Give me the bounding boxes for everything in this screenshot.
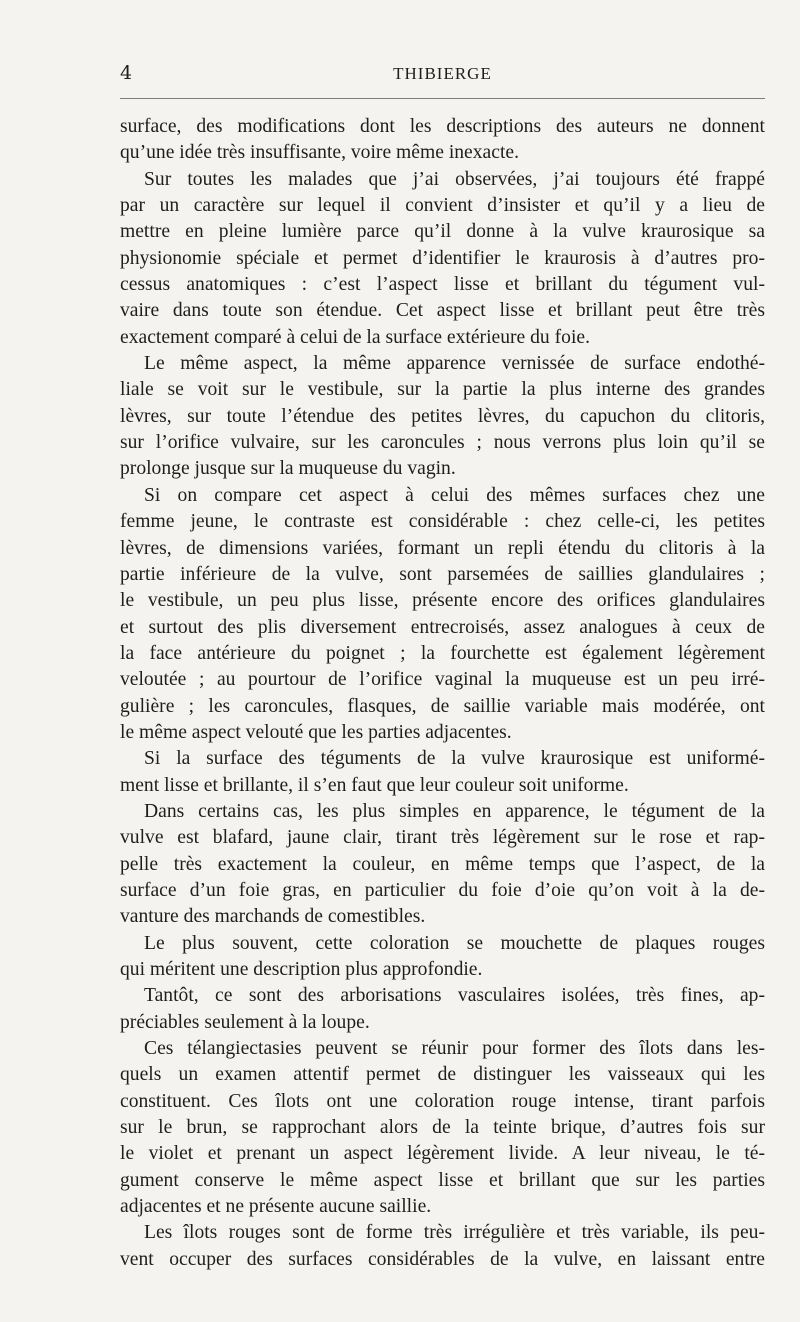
text-line: ment lisse et brillante, il s’en faut que leur couleur soit uniforme. [120, 774, 629, 796]
text-line: Si la surface des téguments de la vulve kraurosique est uniformé- [144, 748, 765, 770]
text-line: lèvres, sur toute l’étendue des petites lèvres, du capuchon du clitoris, [120, 405, 765, 427]
text-line: constituent. Ces îlots ont une coloration rouge intense, tirant parfois [120, 1090, 765, 1112]
text-line: sur le brun, se rapprochant alors de la teinte brique, d’autres fois sur [120, 1117, 765, 1139]
body-text [120, 114, 765, 1273]
text-line: exactement comparé à celui de la surface extérieure du foie. [120, 326, 590, 348]
text-line: pelle très exactement la couleur, en même temps que l’aspect, de la [120, 853, 765, 875]
text-line: gulière ; les caroncules, flasques, de saillie variable mais modérée, ont [120, 695, 765, 717]
text-line: gument conserve le même aspect lisse et brillant que sur les parties [120, 1169, 765, 1191]
text-line: Le plus souvent, cette coloration se mouchette de plaques rouges [144, 932, 765, 954]
text-line: mettre en pleine lumière parce qu’il donne à la vulve kraurosique sa [120, 221, 765, 243]
text-line: Si on compare cet aspect à celui des mêmes surfaces chez une [144, 484, 765, 506]
text-line: le violet et prenant un aspect légèrement livide. A leur niveau, le té- [120, 1143, 765, 1165]
text-line: adjacentes et ne présente aucune saillie. [120, 1196, 432, 1218]
text-line: prolonge jusque sur la muqueuse du vagin. [120, 458, 456, 480]
text-line: Tantôt, ce sont des arborisations vasculaires isolées, très fines, ap- [144, 985, 765, 1007]
text-line: Dans certains cas, les plus simples en apparence, le tégument de la [144, 800, 765, 822]
text-line: sur l’orifice vulvaire, sur les caroncules ; nous verrons plus loin qu’il se [120, 432, 765, 454]
text-line: cessus anatomiques : c’est l’aspect lisse et brillant du tégument vul- [120, 274, 765, 296]
text-line: physionomie spéciale et permet d’identifier le kraurosis à d’autres pro- [120, 247, 765, 269]
text-line: lèvres, de dimensions variées, formant un repli étendu du clitoris à la [120, 537, 765, 559]
text-line: quels un examen attentif permet de distinguer les vaisseaux qui les [120, 1064, 765, 1086]
text-line: et surtout des plis diversement entrecroisés, assez analogues à ceux de [120, 616, 765, 638]
text-line: surface d’un foie gras, en particulier du foie d’oie qu’on voit à la de- [120, 879, 765, 901]
text-line: Le même aspect, la même apparence vernissée de surface endothé- [144, 353, 765, 375]
text-line: partie inférieure de la vulve, sont parsemées de saillies glandulaires ; [120, 563, 765, 585]
text-line: qu’une idée très insuffisante, voire même inexacte. [120, 142, 519, 164]
text-line: liale se voit sur le vestibule, sur la partie la plus interne des grandes [120, 379, 765, 401]
text-line: surface, des modifications dont les descriptions des auteurs ne donnent [120, 116, 765, 137]
text-line: par un caractère sur lequel il convient d’insister et qu’il y a lieu de [120, 195, 765, 217]
text-line: Sur toutes les malades que j’ai observées, j’ai toujours été frappé [144, 168, 765, 190]
text-line: la face antérieure du poignet ; la fourchette est également légèrement [120, 642, 765, 664]
text-line: veloutée ; au pourtour de l’orifice vaginal la muqueuse est un peu irré- [120, 669, 765, 691]
text-line: vulve est blafard, jaune clair, tirant très légèrement sur le rose et rap- [120, 827, 765, 849]
text-line: vanture des marchands de comestibles. [120, 906, 426, 928]
text-line: femme jeune, le contraste est considérable : chez celle-ci, les petites [120, 511, 765, 533]
text-line: vaire dans toute son étendue. Cet aspect lisse et brillant peut être très [120, 300, 765, 322]
running-title: THIBIERGE [393, 64, 492, 83]
text-line: préciables seulement à la loupe. [120, 1011, 370, 1033]
text-line: vent occuper des surfaces considérables de la vulve, en laissant entre [120, 1248, 765, 1270]
text-line: Les îlots rouges sont de forme très irrégulière et très variable, ils peu- [144, 1222, 765, 1244]
header-rule [120, 98, 765, 99]
text-line: le même aspect velouté que les parties adjacentes. [120, 721, 512, 743]
text-line: qui méritent une description plus approfondie. [120, 959, 483, 980]
text-line: Ces télangiectasies peuvent se réunir pour former des îlots dans les- [144, 1038, 765, 1060]
text-line: le vestibule, un peu plus lisse, présente encore des orifices glandulaires [120, 590, 765, 612]
page-number: 4 [120, 62, 133, 84]
running-head [120, 62, 765, 86]
